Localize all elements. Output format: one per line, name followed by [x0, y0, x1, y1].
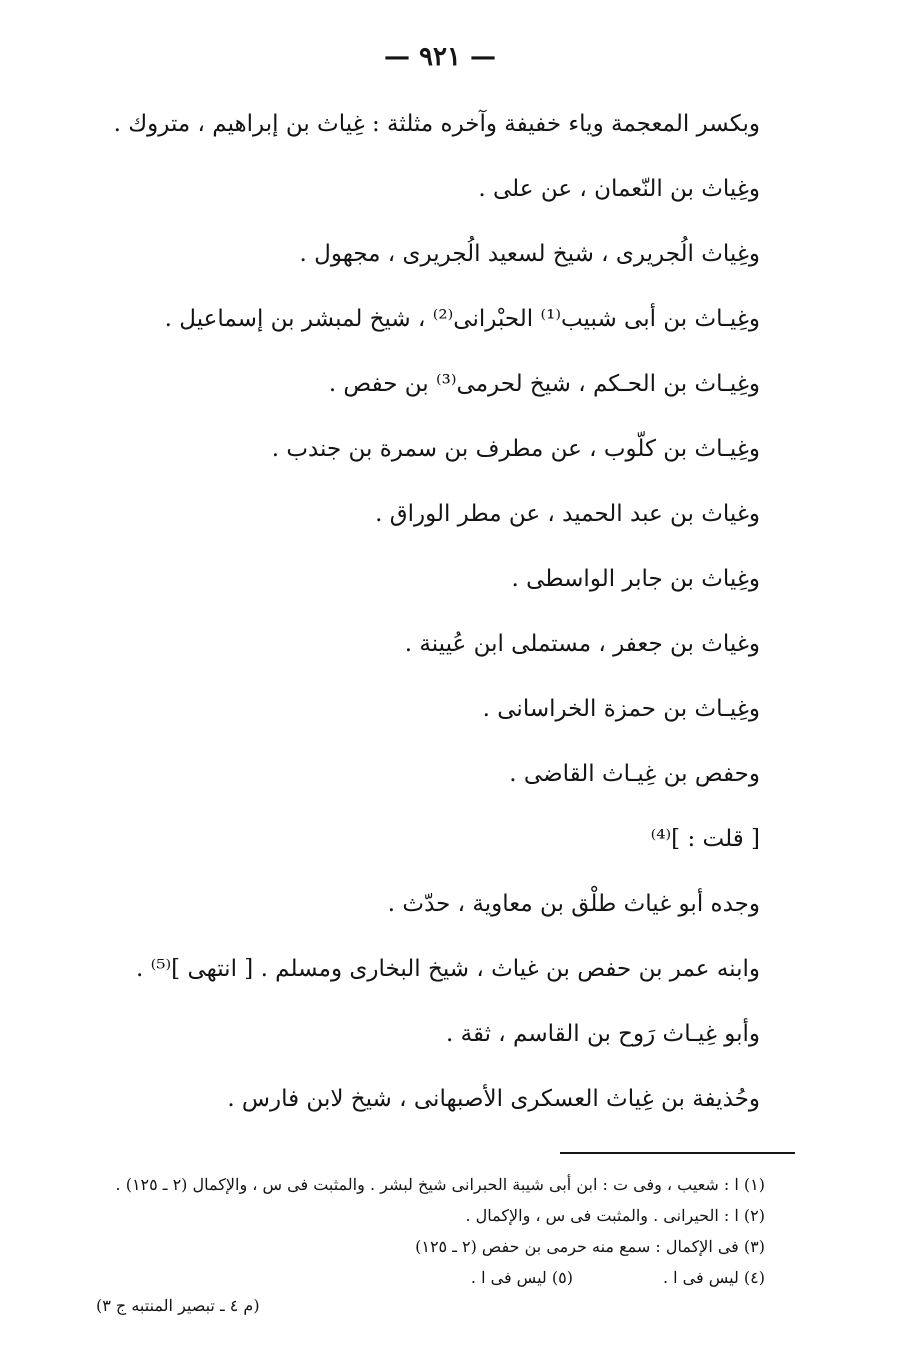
- entry-line: وغِيـاث بن الحـكم ، شيخ لحرمى⁽³⁾ بن حفص .: [328, 371, 760, 397]
- entry-line: وبكسر المعجمة وياء خفيفة وآخره مثلثة : غِياث بن إبراهيم ، متروك .: [113, 111, 760, 137]
- entry-line: وأبو غِيـاث رَوح بن القاسم ، ثقة .: [445, 1021, 760, 1047]
- print-signature: (م ٤ ـ تبصير المنتبه ج ٣): [96, 1296, 260, 1315]
- entry-line: وحُذيفة بن غِياث العسكرى الأصبهانى ، شيخ لابن فارس .: [227, 1086, 760, 1112]
- entry-line: وغياث بن عبد الحميد ، عن مطر الوراق .: [375, 501, 760, 527]
- page-number: — ٩٢١ —: [383, 42, 497, 72]
- entry-line: وغِياث بن جابر الواسطى .: [511, 566, 760, 592]
- footnote-3: (٣) فى الإكمال : سمع منه حرمى بن حفص (٢ ـ ١٢٥): [415, 1237, 765, 1256]
- entry-line: وحفص بن غِيـاث القاضى .: [509, 761, 760, 787]
- entry-line: وابنه عمر بن حفص بن غياث ، شيخ البخارى ومسلم . [ انتهى ]⁽⁵⁾ .: [136, 956, 760, 982]
- footnotes: [45, 1175, 765, 1299]
- entry-line: وغِياث بن النّعمان ، عن على .: [478, 176, 760, 202]
- entry-line: وغِيـاث بن أبى شبيب⁽¹⁾ الحبْرانى⁽²⁾ ، شيخ لمبشر بن إسماعيل .: [164, 306, 760, 332]
- editor-note-line: [ قلت : ]⁽⁴⁾: [650, 826, 760, 852]
- entry-line: وغياث بن جعفر ، مستملى ابن عُيينة .: [404, 631, 760, 657]
- footnote-row-4-5: [45, 1268, 765, 1299]
- entry-line: وجده أبو غياث طلْق بن معاوية ، حدّث .: [387, 891, 760, 917]
- entry-list: [113, 108, 760, 1148]
- footnote-2: (٢) ا : الحيرانى . والمثبت فى س ، والإكمال .: [465, 1206, 765, 1225]
- entry-line: وغِياث الُجريرى ، شيخ لسعيد الُجريرى ، مجهول .: [299, 241, 760, 267]
- entry-line: وغِيـاث بن كلّوب ، عن مطرف بن سمرة بن جندب .: [271, 436, 760, 462]
- footnote-1: (١) ا : شعيب ، وفى ت : ابن أبى شيبة الحبرانى شيخ لبشر . والمثبت فى س ، والإكمال (٢ ـ ١٢٥) .: [115, 1175, 765, 1194]
- entry-line: وغِيـاث بن حمزة الخراسانى .: [482, 696, 760, 722]
- footnote-divider: [560, 1152, 795, 1154]
- footnote-5: (٥) ليس فى ا .: [470, 1268, 573, 1287]
- footnote-4: (٤) ليس فى ا .: [662, 1268, 765, 1287]
